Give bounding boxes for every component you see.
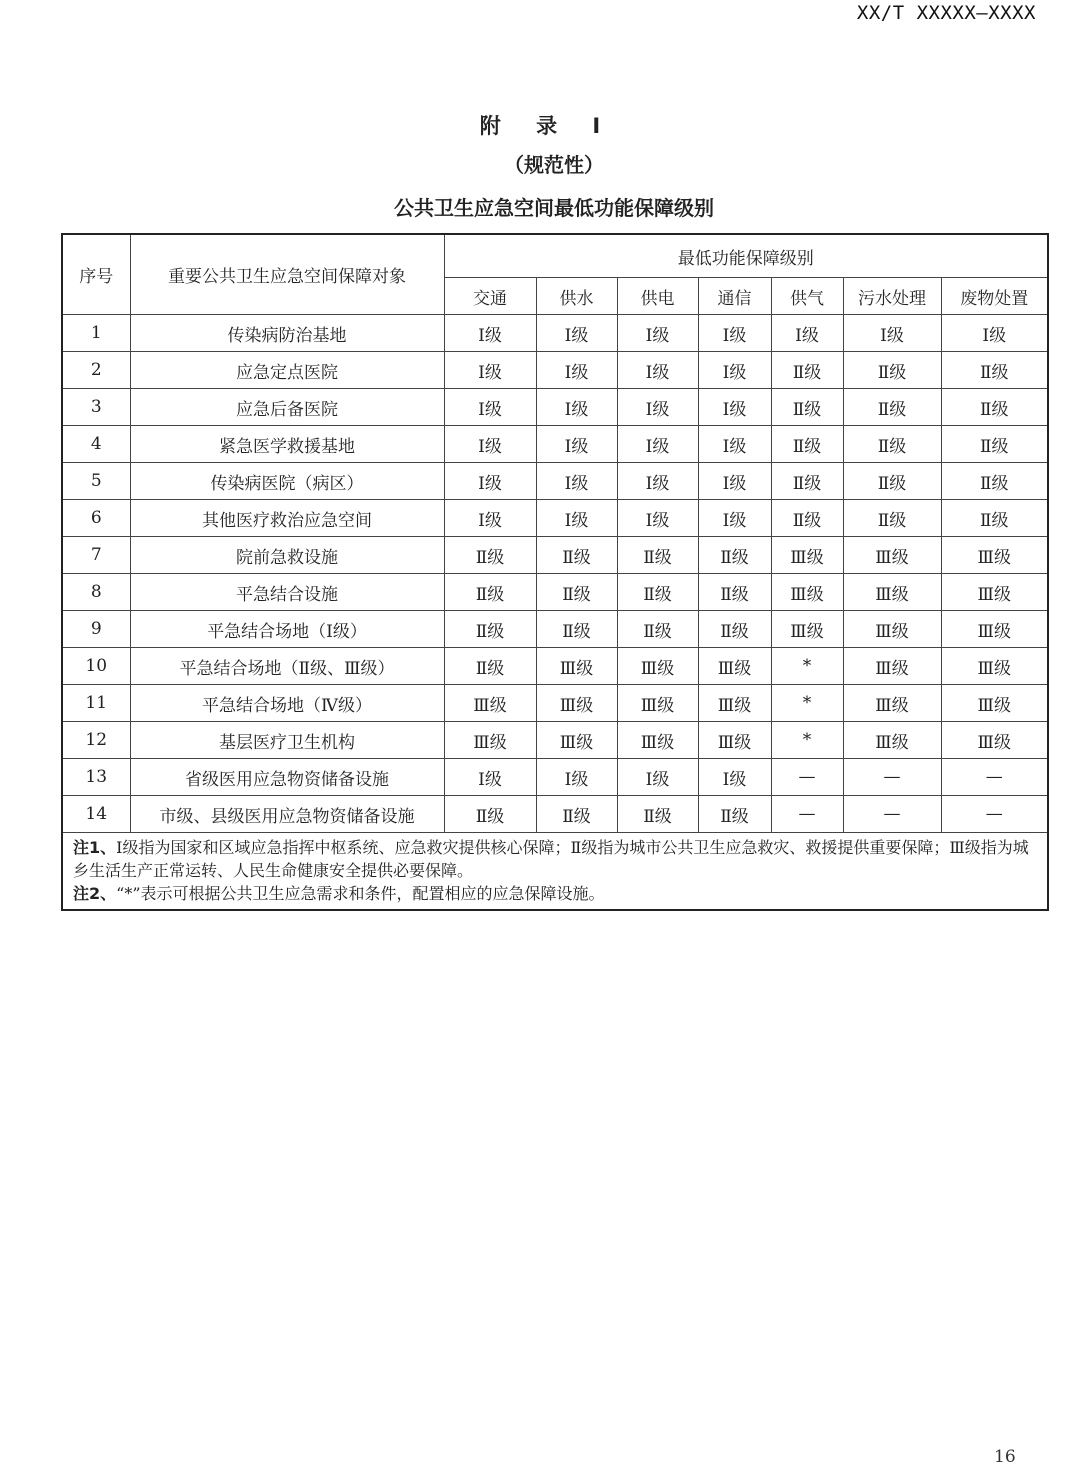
row-level-value: Ⅲ级 <box>771 611 843 648</box>
row-level-value: Ⅲ级 <box>843 574 941 611</box>
row-object: 市级、县级医用应急物资储备设施 <box>130 796 444 833</box>
row-level-value: Ⅱ级 <box>617 574 698 611</box>
row-object: 应急后备医院 <box>130 389 444 426</box>
row-level-value: Ⅱ级 <box>941 463 1048 500</box>
row-level-value: Ⅱ级 <box>536 611 617 648</box>
row-level-value: Ⅰ级 <box>617 759 698 796</box>
row-level-value: Ⅰ级 <box>536 426 617 463</box>
row-level-value: Ⅲ级 <box>698 722 771 759</box>
table-row <box>62 796 1048 833</box>
notes-row <box>62 833 1048 911</box>
row-level-value: Ⅱ级 <box>444 611 536 648</box>
row-level-value: Ⅰ级 <box>444 463 536 500</box>
row-level-value: Ⅰ级 <box>698 500 771 537</box>
row-level-value: Ⅰ级 <box>536 500 617 537</box>
row-level-value: Ⅱ级 <box>941 500 1048 537</box>
document-code: XX/T XXXXX—XXXX <box>856 2 1036 24</box>
row-object: 基层医疗卫生机构 <box>130 722 444 759</box>
header-level: 供电 <box>617 278 698 315</box>
row-level-value: Ⅲ级 <box>941 611 1048 648</box>
table-row <box>62 537 1048 574</box>
row-level-value: Ⅰ级 <box>698 352 771 389</box>
guarantee-level-table <box>61 233 1049 911</box>
header-object: 重要公共卫生应急空间保障对象 <box>130 234 444 315</box>
row-level-value: Ⅰ级 <box>617 463 698 500</box>
table-row <box>62 389 1048 426</box>
row-level-value: Ⅲ级 <box>536 722 617 759</box>
row-level-value: Ⅱ级 <box>941 426 1048 463</box>
table-row <box>62 315 1048 352</box>
row-level-value: Ⅰ级 <box>617 389 698 426</box>
appendix-subtitle: （规范性） <box>504 153 604 177</box>
row-level-value: Ⅱ级 <box>941 389 1048 426</box>
row-level-value: Ⅰ级 <box>698 463 771 500</box>
row-level-value: Ⅰ级 <box>843 315 941 352</box>
row-level-value: Ⅲ级 <box>771 574 843 611</box>
row-level-value: Ⅱ级 <box>698 796 771 833</box>
row-level-value: Ⅲ级 <box>941 537 1048 574</box>
header-level: 污水处理 <box>843 278 941 315</box>
row-level-value: Ⅱ级 <box>843 389 941 426</box>
header-level: 废物处置 <box>941 278 1048 315</box>
row-seq: 11 <box>62 685 130 722</box>
row-seq: 14 <box>62 796 130 833</box>
row-level-value: Ⅰ级 <box>444 759 536 796</box>
row-level-value: Ⅰ级 <box>444 500 536 537</box>
row-level-value: Ⅰ级 <box>617 352 698 389</box>
row-level-value: Ⅱ级 <box>843 352 941 389</box>
row-level-value: Ⅱ级 <box>536 574 617 611</box>
row-level-value: Ⅲ级 <box>617 685 698 722</box>
row-level-value: * <box>771 685 843 722</box>
row-object: 传染病防治基地 <box>130 315 444 352</box>
row-level-value: Ⅰ级 <box>617 315 698 352</box>
row-level-value: Ⅱ级 <box>843 426 941 463</box>
row-seq: 7 <box>62 537 130 574</box>
table-row <box>62 611 1048 648</box>
row-level-value: Ⅲ级 <box>941 722 1048 759</box>
note-2 <box>73 882 1041 905</box>
row-level-value: Ⅰ级 <box>536 463 617 500</box>
table-header-row <box>62 234 1048 278</box>
row-object: 紧急医学救援基地 <box>130 426 444 463</box>
row-level-value: — <box>941 796 1048 833</box>
note-2-text: “*”表示可根据公共卫生应急需求和条件，配置相应的应急保障设施。 <box>116 884 605 903</box>
row-object: 平急结合设施 <box>130 574 444 611</box>
row-object: 院前急救设施 <box>130 537 444 574</box>
table-row <box>62 685 1048 722</box>
row-level-value: Ⅱ级 <box>698 537 771 574</box>
row-level-value: Ⅰ级 <box>698 389 771 426</box>
row-level-value: Ⅱ级 <box>698 574 771 611</box>
row-level-value: Ⅱ级 <box>444 648 536 685</box>
row-level-value: Ⅱ级 <box>617 796 698 833</box>
row-level-value: Ⅰ级 <box>444 389 536 426</box>
note-1-text: Ⅰ级指为国家和区域应急指挥中枢系统、应急救灾提供核心保障；Ⅱ级指为城市公共卫生应急救灾、救援提供重要保障；Ⅲ级指为城乡生活生产正常运转、人民生命健康安全提供必要保障。 <box>73 838 1029 880</box>
row-seq: 5 <box>62 463 130 500</box>
row-level-value: — <box>843 796 941 833</box>
row-level-value: Ⅱ级 <box>843 500 941 537</box>
table-row <box>62 426 1048 463</box>
row-seq: 1 <box>62 315 130 352</box>
row-object: 平急结合场地（Ⅰ级） <box>130 611 444 648</box>
row-level-value: Ⅱ级 <box>941 352 1048 389</box>
row-level-value: Ⅲ级 <box>843 722 941 759</box>
row-level-value: Ⅰ级 <box>617 500 698 537</box>
row-level-value: — <box>843 759 941 796</box>
row-level-value: Ⅲ级 <box>941 574 1048 611</box>
row-level-value: Ⅱ级 <box>771 389 843 426</box>
row-object: 其他医疗救治应急空间 <box>130 500 444 537</box>
row-level-value: Ⅰ级 <box>444 426 536 463</box>
row-seq: 10 <box>62 648 130 685</box>
row-level-value: Ⅲ级 <box>444 685 536 722</box>
header-level: 供水 <box>536 278 617 315</box>
row-level-value: Ⅰ级 <box>536 315 617 352</box>
row-level-value: Ⅲ级 <box>771 537 843 574</box>
row-level-value: Ⅲ级 <box>617 722 698 759</box>
row-level-value: Ⅲ级 <box>941 685 1048 722</box>
row-level-value: Ⅲ级 <box>843 537 941 574</box>
row-level-value: Ⅲ级 <box>444 722 536 759</box>
row-level-value: Ⅲ级 <box>843 611 941 648</box>
row-level-value: Ⅰ级 <box>617 426 698 463</box>
table-row <box>62 722 1048 759</box>
row-level-value: Ⅱ级 <box>444 796 536 833</box>
row-seq: 2 <box>62 352 130 389</box>
row-level-value: Ⅰ级 <box>698 426 771 463</box>
row-level-value: * <box>771 722 843 759</box>
note-1-label: 注1、 <box>73 838 117 857</box>
row-level-value: — <box>771 796 843 833</box>
table-title: 公共卫生应急空间最低功能保障级别 <box>394 196 714 220</box>
row-level-value: Ⅱ级 <box>698 611 771 648</box>
row-level-value: Ⅱ级 <box>536 796 617 833</box>
row-level-value: — <box>941 759 1048 796</box>
page-number: 16 <box>994 1447 1016 1467</box>
header-level: 通信 <box>698 278 771 315</box>
row-level-value: Ⅱ级 <box>771 500 843 537</box>
table-row <box>62 463 1048 500</box>
row-object: 平急结合场地（Ⅳ级） <box>130 685 444 722</box>
row-object: 应急定点医院 <box>130 352 444 389</box>
row-seq: 3 <box>62 389 130 426</box>
table-notes <box>62 833 1048 911</box>
row-level-value: Ⅰ级 <box>941 315 1048 352</box>
row-object: 平急结合场地（Ⅱ级、Ⅲ级） <box>130 648 444 685</box>
row-seq: 6 <box>62 500 130 537</box>
header-level: 交通 <box>444 278 536 315</box>
row-seq: 8 <box>62 574 130 611</box>
row-level-value: Ⅰ级 <box>536 352 617 389</box>
row-seq: 12 <box>62 722 130 759</box>
table-row <box>62 759 1048 796</box>
row-level-value: Ⅱ级 <box>771 352 843 389</box>
row-seq: 13 <box>62 759 130 796</box>
row-level-value: Ⅲ级 <box>843 685 941 722</box>
row-level-value: Ⅱ级 <box>843 463 941 500</box>
row-level-value: Ⅲ级 <box>617 648 698 685</box>
header-level-group: 最低功能保障级别 <box>444 234 1048 278</box>
row-object: 省级医用应急物资储备设施 <box>130 759 444 796</box>
note-1 <box>73 836 1041 882</box>
row-level-value: Ⅱ级 <box>444 574 536 611</box>
header-level: 供气 <box>771 278 843 315</box>
row-level-value: Ⅰ级 <box>698 315 771 352</box>
row-level-value: Ⅲ级 <box>698 685 771 722</box>
note-2-label: 注2、 <box>73 884 117 903</box>
row-level-value: Ⅱ级 <box>771 426 843 463</box>
row-level-value: Ⅲ级 <box>536 685 617 722</box>
row-level-value: Ⅰ级 <box>698 759 771 796</box>
table-row <box>62 352 1048 389</box>
row-level-value: Ⅰ级 <box>771 315 843 352</box>
row-object: 传染病医院（病区） <box>130 463 444 500</box>
row-level-value: Ⅲ级 <box>536 648 617 685</box>
table-row <box>62 648 1048 685</box>
row-level-value: * <box>771 648 843 685</box>
header-seq: 序号 <box>62 234 130 315</box>
row-level-value: Ⅲ级 <box>843 648 941 685</box>
row-level-value: Ⅰ级 <box>536 759 617 796</box>
row-level-value: Ⅰ级 <box>444 315 536 352</box>
row-level-value: Ⅱ级 <box>617 611 698 648</box>
row-level-value: — <box>771 759 843 796</box>
row-level-value: Ⅱ级 <box>617 537 698 574</box>
appendix-title: 附 录 I <box>479 114 615 138</box>
row-level-value: Ⅲ级 <box>941 648 1048 685</box>
row-level-value: Ⅰ级 <box>536 389 617 426</box>
table-row <box>62 574 1048 611</box>
row-level-value: Ⅲ级 <box>698 648 771 685</box>
row-level-value: Ⅱ级 <box>771 463 843 500</box>
row-seq: 4 <box>62 426 130 463</box>
row-seq: 9 <box>62 611 130 648</box>
table-row <box>62 500 1048 537</box>
row-level-value: Ⅱ级 <box>444 537 536 574</box>
row-level-value: Ⅰ级 <box>444 352 536 389</box>
row-level-value: Ⅱ级 <box>536 537 617 574</box>
